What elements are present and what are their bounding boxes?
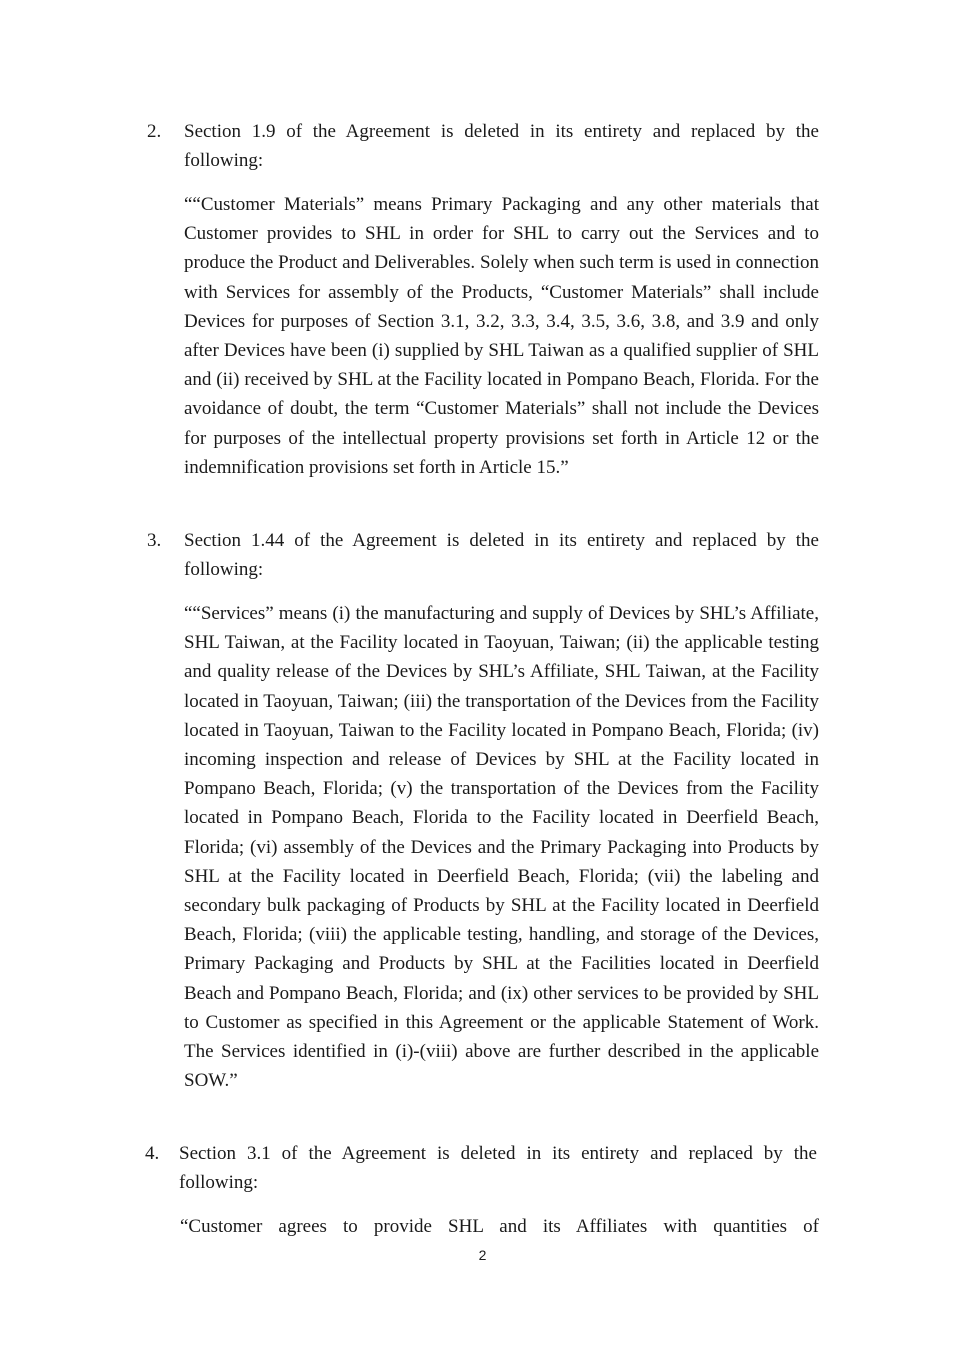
clause-2-body: ““Customer Materials” means Primary Packaging and any other materials that Customer provides to SHL in order for SHL to carry out the Services and to produce the Product and Deliverables. Solely when such term is used in connection with Services for assembly of the Products, “Customer Materials” shall include Devices for purposes of Section 3.1, 3.2, 3.3, 3.4, 3.5, 3.6, 3.8, and 3.9 and only after Devices have been (i) supplied by SHL Taiwan as a qualified supplier of SHL and (ii) received by SHL at the Facility located in Pompano Beach, Florida. For the avoidance of doubt, the term “Customer Materials” shall not include the Devices for purposes of the intellectual property provisions set forth in Article 12 or the indemnification provisions set forth in Article 15.”	[184, 194, 819, 478]
clause-2-heading-text: Section 1.9 of the Agreement is deleted in its entirety and replaced by the following:	[184, 121, 819, 172]
clause-4-heading	[145, 1139, 817, 1197]
clause-4-heading-text: Section 3.1 of the Agreement is deleted in its entirety and replaced by the following:	[179, 1143, 817, 1194]
clause-3-heading-text: Section 1.44 of the Agreement is deleted in its entirety and replaced by the following:	[184, 530, 819, 581]
clause-3-body: ““Services” means (i) the manufacturing and supply of Devices by SHL’s Affiliate, SHL Taiwan, at the Facility located in Taoyuan, Taiwan; (ii) the applicable testing and quality release of the Devices by SHL’s Affiliate, SHL Taiwan, at the Facility located in Taoyuan, Taiwan; (iii) the transportation of the Devices from the Facility located in Taoyuan, Taiwan to the Facility located in Pompano Beach, Florida; (iv) incoming inspection and release of Devices by SHL at the Facility located in Pompano Beach, Florida; (v) the transportation of the Devices from the Facility located in Pompano Beach, Florida to the Facility located in Deerfield Beach, Florida; (vi) assembly of the Devices and the Primary Packaging into Products by SHL at the Facility located in Deerfield Beach, Florida; (vii) the labeling and secondary bulk packaging of Products by SHL at the Facility located in Deerfield Beach, Florida; (viii) the applicable testing, handling, and storage of the Devices, Primary Packaging and Products by SHL at the Facilities located in Deerfield Beach and Pompano Beach, Florida; and (ix) other services to be provided by SHL to Customer as specified in this Agreement or the applicable Statement of Work. The Services identified in (i)-(viii) above are further described in the applicable SOW.”	[184, 603, 819, 1092]
page-number: 2	[478, 1247, 487, 1263]
clause-4-body: “Customer agrees to provide SHL and its Affiliates with quantities of	[180, 1216, 819, 1237]
clause-3-heading	[147, 526, 819, 584]
clause-2-heading	[147, 117, 819, 175]
clause-3-number: 3.	[147, 530, 162, 551]
clause-2-number: 2.	[147, 121, 162, 142]
clause-4-number: 4.	[145, 1143, 160, 1164]
